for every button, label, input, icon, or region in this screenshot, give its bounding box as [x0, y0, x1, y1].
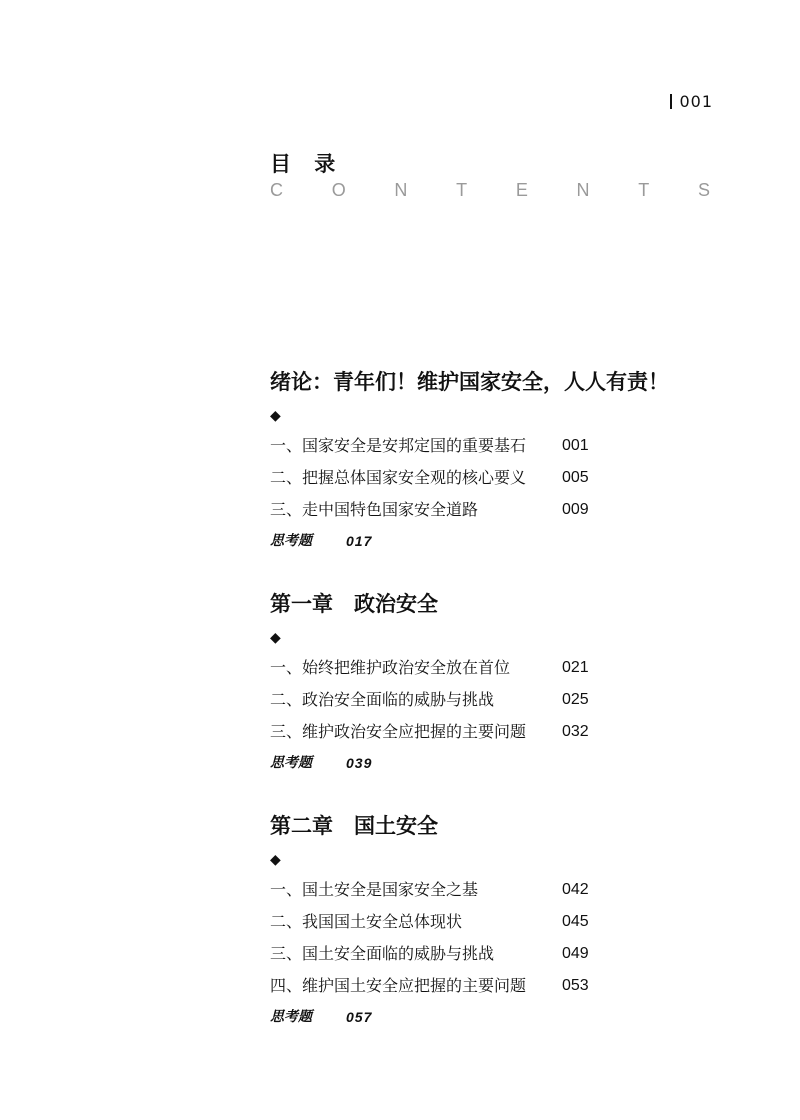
toc-title: 目 录 — [270, 151, 344, 176]
toc-subtitle-letter: N — [394, 180, 408, 200]
toc-questions[interactable] — [270, 1002, 730, 1032]
toc-subtitle-letter: C — [270, 180, 283, 200]
toc-subtitle-letter: E — [515, 180, 528, 200]
toc-header — [270, 148, 343, 178]
questions-page: 057 — [346, 1009, 373, 1025]
toc-section-introduction — [270, 366, 730, 556]
questions-label: 思考题 — [270, 755, 312, 771]
toc-section-chapter-1 — [270, 588, 730, 778]
toc-entry-page: 021 — [562, 659, 589, 676]
questions-label: 思考题 — [270, 1009, 312, 1025]
page-number-bar — [670, 94, 672, 109]
toc-entry[interactable] — [270, 494, 730, 526]
toc-section-chapter-2 — [270, 810, 730, 1032]
toc-entry[interactable] — [270, 906, 730, 938]
toc-entry-page: 042 — [562, 881, 589, 898]
toc-subtitle-letter: S — [697, 180, 710, 200]
toc-entry-page: 025 — [562, 691, 589, 708]
toc-subtitle-letter: T — [638, 180, 650, 200]
toc-entry[interactable] — [270, 716, 730, 748]
page-number-text: 001 — [679, 92, 714, 111]
toc-entry-title: 四、维护国土安全应把握的主要问题 — [270, 976, 527, 995]
toc-entry-page: 001 — [562, 437, 589, 454]
toc-entry-title: 一、始终把维护政治安全放在首位 — [270, 658, 511, 677]
questions-page: 039 — [346, 755, 373, 771]
section-heading[interactable]: 第二章 国土安全 — [270, 813, 438, 838]
toc-entry[interactable] — [270, 938, 730, 970]
toc-entry-page: 032 — [562, 723, 589, 740]
toc-entry-title: 二、把握总体国家安全观的核心要义 — [270, 468, 527, 487]
toc-entry-title: 一、国家安全是安邦定国的重要基石 — [270, 436, 527, 455]
toc-entry-title: 二、我国国土安全总体现状 — [270, 912, 463, 931]
toc-entry[interactable] — [270, 652, 730, 684]
page-number — [670, 92, 713, 111]
toc-entry[interactable] — [270, 430, 730, 462]
diamond-bullet-icon: ◆ — [270, 852, 281, 868]
toc-entry-page: 005 — [562, 469, 589, 486]
toc-entry-title: 一、国土安全是国家安全之基 — [270, 880, 479, 899]
section-heading[interactable]: 第一章 政治安全 — [270, 591, 438, 616]
toc-entry-page: 009 — [562, 501, 589, 518]
toc-entry-page: 049 — [562, 945, 589, 962]
toc-subtitle-letter: O — [331, 180, 346, 200]
toc-subtitle-letter: N — [576, 180, 590, 200]
section-heading[interactable]: 绪论：青年们！维护国家安全，人人有责！ — [270, 369, 669, 394]
toc-entry[interactable] — [270, 874, 730, 906]
toc-entry[interactable] — [270, 462, 730, 494]
questions-page: 017 — [346, 533, 373, 549]
toc-subtitle-letter: T — [456, 180, 468, 200]
toc-entry-page: 053 — [562, 977, 589, 994]
toc-questions[interactable] — [270, 526, 730, 556]
diamond-bullet-icon: ◆ — [270, 408, 281, 424]
toc-entry[interactable] — [270, 970, 730, 1002]
toc-entry[interactable] — [270, 684, 730, 716]
toc-entry-title: 三、国土安全面临的威胁与挑战 — [270, 944, 495, 963]
diamond-bullet-icon: ◆ — [270, 630, 281, 646]
toc-entry-title: 三、维护政治安全应把握的主要问题 — [270, 722, 527, 741]
toc-questions[interactable] — [270, 748, 730, 778]
toc-entry-title: 三、走中国特色国家安全道路 — [270, 500, 479, 519]
toc-entry-title: 二、政治安全面临的威胁与挑战 — [270, 690, 495, 709]
toc-entry-page: 045 — [562, 913, 589, 930]
toc-subtitle — [270, 180, 710, 201]
questions-label: 思考题 — [270, 533, 312, 549]
